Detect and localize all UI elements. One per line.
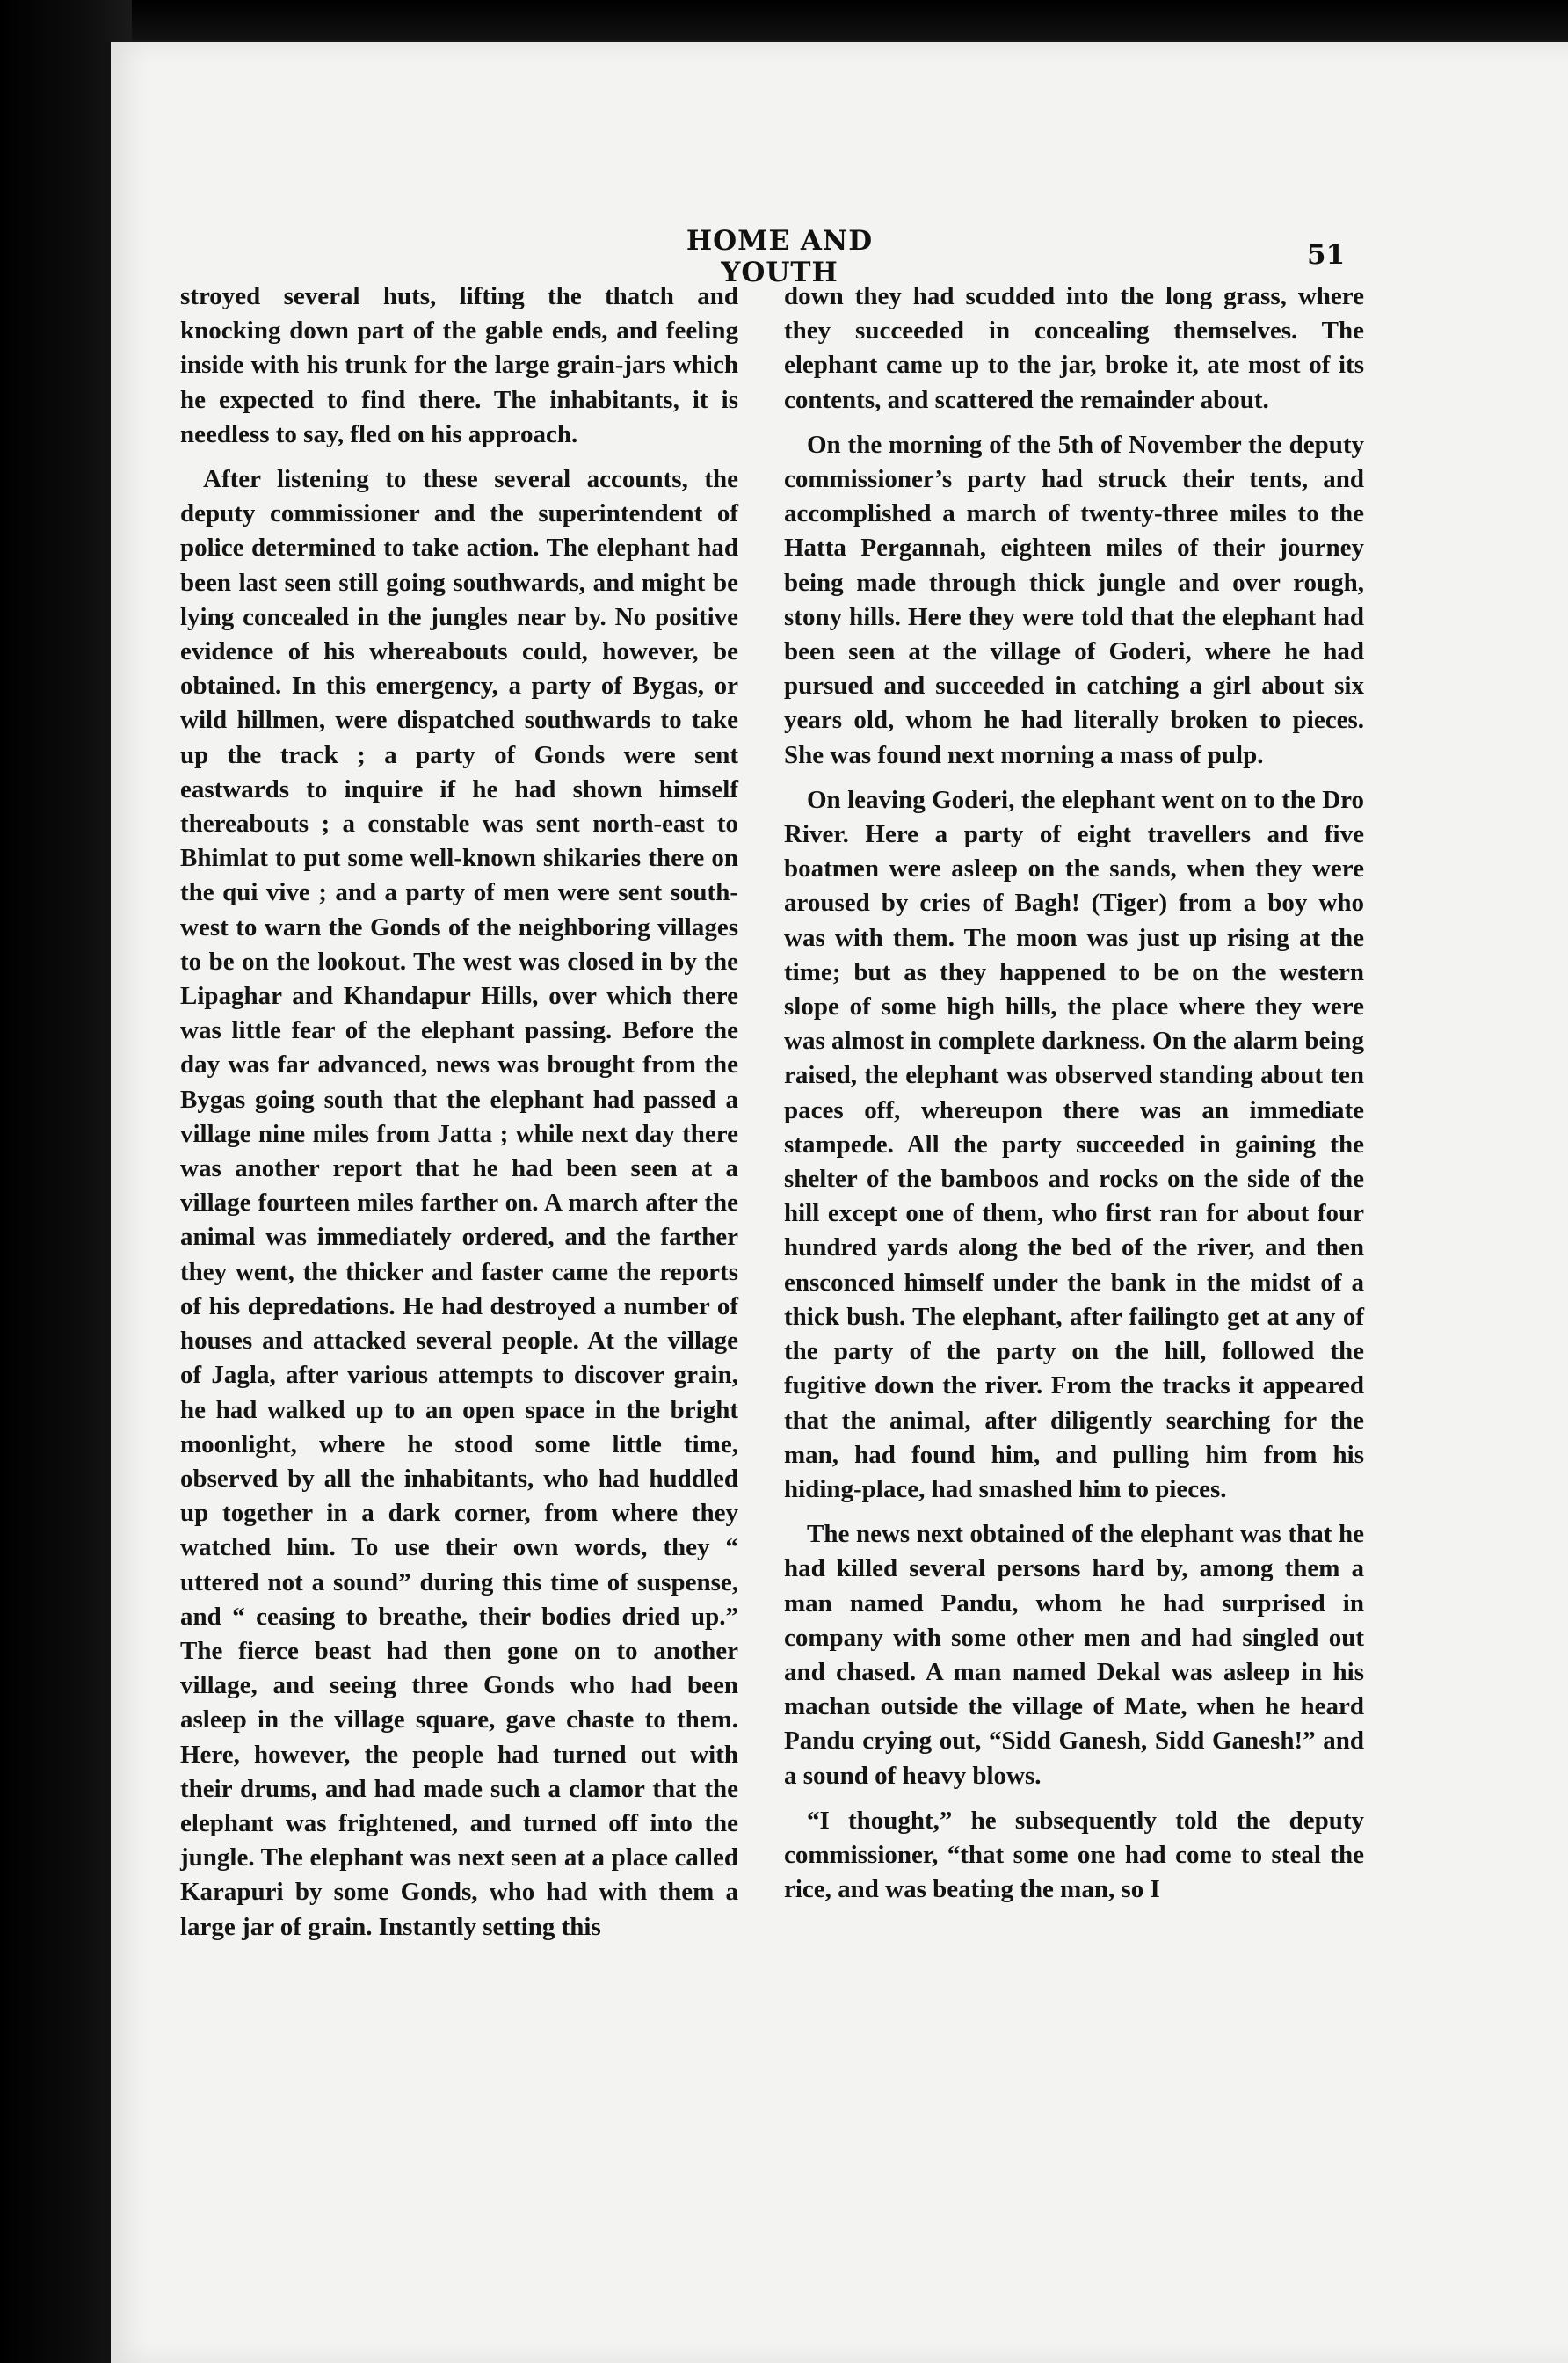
paragraph: After listening to these several accounts, the deputy commissioner and the superintendent of police determined to take action. The elephant had been last seen still going southwards, and might be lying concealed in the jungles near by. No positive evidence of his whereabouts could, however, be obtained. In this emergency, a party of Bygas, or wild hillmen, were dispatched southwards to take up the track ; a party of Gonds were sent eastwards to inquire if he had shown himself thereabouts ; a constable was sent north-east to Bhimlat to put some well-known shikaries there on the qui vive ; and a party of men were sent south-west to warn the Gonds of the neighboring villages to be on the lookout. The west was closed in by the Lipaghar and Khandapur Hills, over which there was little fear of the elephant passing. Before the day was far advanced, news was brought from the Bygas going south that the elephant had passed a village nine miles from Jatta ; while next day there was another report that he had been seen at a village fourteen miles farther on. A march after the animal was immediately ordered, and the farther they went, the thicker and faster came the reports of his depredations. He had destroyed a number of houses and attacked several people. At the village of Jagla, after various attempts to discover grain, he had walked up to an open space in the bright moonlight, where he stood some little time, observed by all the inhabitants, who had huddled up together in a dark corner, from where they watched him. To use their own words, they “ uttered not a sound” during this time of suspense, and “ ceasing to breathe, their bodies dried up.” The fierce beast had then gone on to another village, and seeing three Gonds who had been asleep in the village square, gave chaste to them. Here, however, the people had turned out with their drums, and had made such a clamor that the elephant was frightened, and turned off into the jungle. The elephant was next seen at a place called Karapuri by some Gonds, who had with them a large jar of grain. Instantly setting this <box>180 465 738 1941</box>
paragraph: On leaving Goderi, the elephant went on to the Dro River. Here a party of eight travellers and five boatmen were asleep on the sands, when they were aroused by cries of Bagh! (Tiger) from a boy who was with them. The moon was just up rising at the time; but as they happened to be on the western slope of some high hills, the place where they were was almost in complete darkness. On the alarm being raised, the elephant was observed standing about ten paces off, whereupon there was an immediate stampede. All the party succeeded in gaining the shelter of the bamboos and rocks on the side of the hill except one of them, who first ran for about four hundred yards along the bed of the river, and then ensconced himself under the bank in the midst of a thick bush. The elephant, after failingto get at any of the party of the party on the hill, followed the fugitive down the river. From the tracks it appeared that the animal, after diligently searching for the man, had found him, and pulling him from his hiding-place, had smashed him to pieces. <box>784 785 1364 1503</box>
paragraph: stroyed several huts, lifting the thatch and knocking down part of the gable ends, and feeling inside with his trunk for the large grain-jars which he expected to find there. The inhabitants, it is needless to say, fled on his approach. <box>180 282 738 448</box>
left-column <box>180 280 738 1955</box>
right-column <box>784 280 1364 1917</box>
paragraph: down they had scudded into the long grass, where they succeeded in concealing themselves. The elephant came up to the jar, broke it, ate most of its contents, and scattered the remainder about. <box>784 282 1364 414</box>
page-number: 51 <box>1307 239 1346 271</box>
paragraph: The news next obtained of the elephant was that he had killed several persons hard by, among them a man named Pandu, whom he had surprised in company with some other men and had singled out and chased. A man named Dekal was asleep in his machan outside the village of Mate, when he heard Pandu crying out, “Sidd Ganesh, Sidd Ganesh!” and a sound of heavy blows. <box>784 1520 1364 1790</box>
running-title: HOME AND YOUTH <box>686 225 874 288</box>
paragraph: “I thought,” he subsequently told the deputy commissioner, “that some one had come to steal the rice, and was beating the man, so I <box>784 1806 1364 1904</box>
paragraph: On the morning of the 5th of November the deputy commissioner’s party had struck their tents, and accomplished a march of twenty-three miles to the Hatta Pergannah, eighteen miles of their journey being made through thick jungle and over rough, stony hills. Here they were told that the elephant had been seen at the village of Goderi, where he had pursued and succeeded in catching a girl about six years old, whom he had literally broken to pieces. She was found next morning a mass of pulp. <box>784 430 1364 769</box>
